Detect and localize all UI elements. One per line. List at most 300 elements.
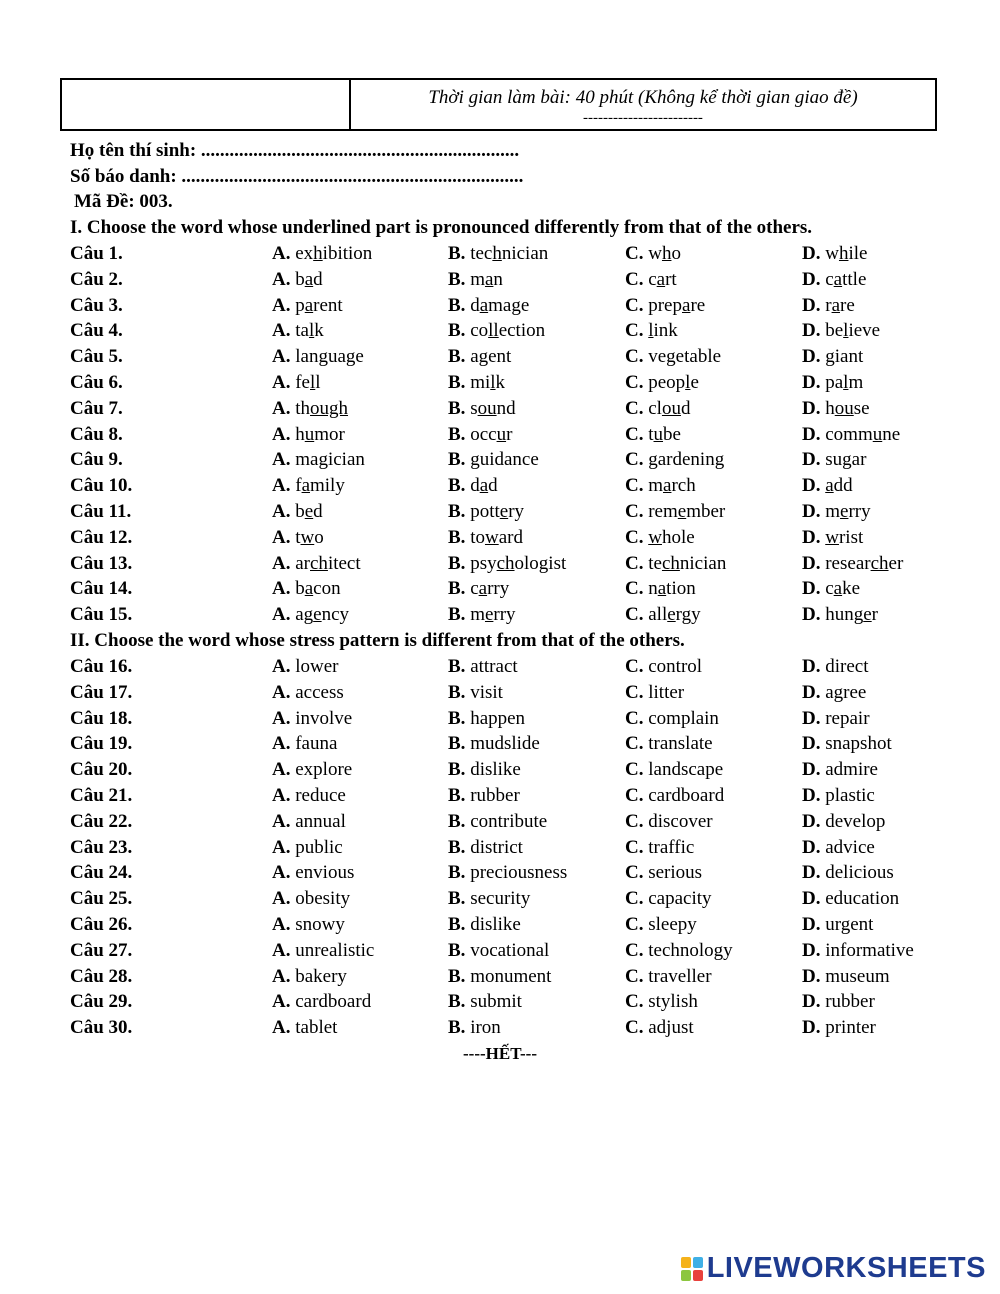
word-part: c	[470, 578, 479, 600]
option-letter: C.	[625, 733, 644, 755]
word-part: n	[648, 578, 658, 600]
option-letter: D.	[802, 346, 821, 368]
word-part: e	[690, 372, 699, 393]
question-number: Câu 30.	[70, 1017, 133, 1039]
option-letter: A.	[272, 604, 291, 626]
question-row	[70, 295, 950, 321]
word-part: rgy	[675, 604, 701, 626]
option-c	[625, 708, 719, 730]
option-letter: C.	[625, 656, 644, 677]
option-a	[272, 785, 346, 807]
option-letter: D.	[802, 681, 821, 703]
underlined-part: h	[661, 243, 672, 264]
word-part: advice	[825, 836, 875, 858]
option-c	[625, 914, 697, 936]
word-part: pa	[825, 372, 844, 393]
option-d	[802, 320, 880, 342]
word-part: happen	[470, 707, 526, 729]
question-row	[70, 811, 950, 837]
option-b	[448, 708, 525, 730]
option-letter: A.	[272, 785, 291, 806]
option-b	[448, 785, 520, 807]
question-row	[70, 759, 950, 785]
question-number: Câu 10.	[70, 475, 133, 497]
word-part: m	[848, 372, 864, 393]
word-part: admire	[825, 759, 878, 781]
option-letter: A.	[272, 759, 291, 781]
option-b	[448, 398, 516, 420]
option-d	[802, 424, 900, 446]
word-part: be	[663, 423, 681, 445]
word-part: hole	[661, 526, 695, 548]
option-letter: B.	[448, 888, 466, 910]
option-a	[272, 656, 339, 678]
underlined-part: ou	[834, 397, 854, 419]
option-b	[448, 243, 548, 265]
option-letter: A.	[272, 501, 291, 522]
option-b	[448, 346, 511, 368]
option-letter: D.	[802, 888, 821, 910]
option-b	[448, 682, 503, 704]
option-b	[448, 811, 547, 833]
word-part: th	[295, 397, 311, 419]
option-letter: C.	[625, 423, 644, 445]
underlined-part: ough	[310, 397, 349, 419]
word-part: monument	[470, 965, 552, 987]
exam-code: Mã Đề: 003.	[74, 191, 173, 212]
option-letter: B.	[448, 578, 466, 600]
underlined-part: l	[310, 372, 316, 393]
option-letter: D.	[802, 604, 821, 626]
option-letter: B.	[448, 268, 466, 290]
option-b	[448, 475, 498, 497]
option-c	[625, 553, 726, 575]
question-row	[70, 527, 950, 553]
option-letter: C.	[625, 785, 644, 806]
underlined-part: ch	[661, 552, 680, 574]
option-d	[802, 862, 894, 884]
word-part: visit	[470, 681, 503, 703]
word-part: dd	[833, 475, 853, 497]
question-number: Câu 19.	[70, 733, 133, 755]
word-part: printer	[825, 1017, 876, 1039]
word-part: traveller	[648, 965, 712, 987]
logo-mark-square	[681, 1270, 691, 1281]
word-part: itect	[327, 552, 361, 574]
option-d	[802, 578, 860, 600]
word-part: attract	[470, 656, 518, 677]
word-part: t	[295, 526, 301, 548]
option-b	[448, 424, 512, 446]
word-part: security	[470, 888, 531, 910]
option-letter: D.	[802, 862, 821, 884]
word-part: translate	[648, 733, 713, 755]
option-d	[802, 708, 870, 730]
word-part: repair	[825, 707, 870, 729]
logo-mark-icon	[681, 1257, 703, 1281]
option-letter: B.	[448, 449, 466, 471]
question-row	[70, 424, 950, 450]
option-d	[802, 269, 866, 291]
underlined-part: a	[833, 578, 843, 600]
word-part: w	[648, 243, 662, 264]
question-number: Câu 22.	[70, 810, 133, 832]
option-c	[625, 837, 694, 859]
word-part: landscape	[648, 759, 724, 781]
header-dashes: ------------------------	[583, 110, 703, 126]
word-part: a	[470, 346, 479, 368]
question-row	[70, 475, 950, 501]
option-letter: D.	[802, 914, 821, 935]
word-part: d	[488, 475, 498, 497]
exam-time: Thời gian làm bài: 40 phút (Không kể thời gian giao đề)	[428, 87, 858, 108]
option-c	[625, 475, 696, 497]
option-c	[625, 424, 681, 446]
question-row	[70, 914, 950, 940]
underlined-part: w	[648, 526, 662, 548]
word-part: mudslide	[470, 733, 540, 755]
option-letter: C.	[625, 991, 644, 1013]
underlined-part: a	[304, 578, 314, 600]
option-b	[448, 966, 551, 988]
underlined-part: a	[833, 268, 843, 290]
word-part: mber	[686, 501, 726, 522]
option-letter: B.	[448, 785, 466, 806]
word-part: ection	[498, 320, 546, 342]
option-letter: A.	[272, 965, 291, 987]
option-c	[625, 501, 725, 523]
option-d	[802, 837, 875, 859]
option-letter: B.	[448, 526, 466, 548]
question-row	[70, 449, 950, 475]
underlined-part: g	[842, 449, 852, 471]
underlined-part: a	[825, 475, 834, 497]
question-number: Câu 27.	[70, 939, 133, 961]
option-letter: C.	[625, 268, 644, 290]
word-part: traffic	[648, 836, 695, 858]
option-a	[272, 295, 343, 317]
option-letter: B.	[448, 733, 466, 755]
option-a	[272, 862, 354, 884]
question-row	[70, 553, 950, 579]
option-letter: B.	[448, 604, 466, 626]
word-part: etable	[675, 346, 722, 368]
question-number: Câu 5.	[70, 346, 123, 368]
option-c	[625, 372, 699, 394]
word-part: c	[825, 578, 834, 600]
option-d	[802, 604, 878, 626]
option-c	[625, 527, 695, 549]
word-part: r	[825, 294, 832, 316]
word-part: resear	[825, 552, 871, 574]
word-part: iant	[834, 346, 864, 368]
word-part: rubber	[825, 991, 875, 1013]
word-part: o	[671, 243, 681, 264]
underlined-part: ch	[496, 552, 515, 574]
word-part: cardboard	[648, 785, 725, 806]
underlined-part: g	[318, 346, 328, 368]
word-part: access	[295, 681, 344, 703]
word-part: rent	[313, 294, 343, 316]
underlined-part: u	[304, 423, 315, 445]
option-letter: D.	[802, 1017, 821, 1039]
word-part: public	[295, 836, 343, 858]
option-letter: B.	[448, 346, 466, 368]
section-2-title: II. Choose the word whose stress pattern is different from that of the others.	[70, 630, 685, 651]
question-row	[70, 837, 950, 863]
question-row	[70, 269, 950, 295]
word-part: k	[495, 372, 506, 393]
word-part: annual	[295, 810, 346, 832]
option-a	[272, 346, 364, 368]
option-letter: B.	[448, 475, 466, 497]
word-part: d	[470, 475, 480, 497]
question-row	[70, 578, 950, 604]
word-part: explore	[295, 759, 353, 781]
question-number: Câu 29.	[70, 991, 133, 1013]
option-a	[272, 733, 337, 755]
word-part: delicious	[825, 862, 894, 884]
option-a	[272, 837, 343, 859]
option-a	[272, 759, 352, 781]
option-letter: A.	[272, 423, 291, 445]
word-part: capacity	[648, 888, 712, 910]
option-letter: D.	[802, 449, 821, 471]
word-part: c	[825, 268, 834, 290]
word-part: agree	[825, 681, 867, 703]
word-part: obesity	[295, 888, 351, 910]
word-part: o	[314, 526, 324, 548]
question-row	[70, 991, 950, 1017]
question-row	[70, 656, 950, 682]
word-part: museum	[825, 965, 890, 987]
option-a	[272, 888, 350, 910]
option-d	[802, 501, 871, 523]
word-part: ibition	[322, 243, 373, 264]
option-letter: D.	[802, 552, 821, 574]
word-part: er	[888, 552, 904, 574]
option-b	[448, 940, 549, 962]
question-row	[70, 966, 950, 992]
option-letter: D.	[802, 320, 821, 342]
word-part: occ	[470, 423, 497, 445]
question-number: Câu 24.	[70, 862, 133, 884]
word-part: ve	[648, 346, 667, 368]
word-part: d	[313, 501, 323, 522]
option-letter: A.	[272, 939, 291, 961]
section-1-title: I. Choose the word whose underlined part is pronounced differently from that of the others.	[70, 217, 813, 238]
word-part: ar	[295, 552, 310, 574]
word-part: dislike	[470, 759, 521, 781]
option-letter: C.	[625, 320, 644, 342]
option-letter: B.	[448, 862, 466, 884]
word-part: ne	[882, 423, 901, 445]
option-letter: D.	[802, 268, 821, 290]
underlined-part: g	[478, 346, 489, 368]
question-number: Câu 3.	[70, 294, 123, 316]
underlined-part: w	[300, 526, 315, 548]
question-number: Câu 1.	[70, 243, 123, 264]
option-d	[802, 346, 863, 368]
option-b	[448, 449, 539, 471]
word-part: litter	[648, 681, 685, 703]
word-part: ma	[295, 449, 319, 471]
liveworksheets-logo	[681, 1252, 986, 1285]
option-a	[272, 604, 349, 626]
option-b	[448, 604, 516, 626]
option-a	[272, 501, 323, 523]
word-part: b	[295, 578, 305, 600]
option-d	[802, 656, 869, 678]
word-part: stylish	[648, 991, 698, 1013]
word-part: uage	[327, 346, 364, 368]
underlined-part: l	[843, 320, 849, 342]
option-b	[448, 320, 545, 342]
option-letter: C.	[625, 604, 644, 626]
word-part: fe	[295, 372, 310, 393]
option-b	[448, 295, 529, 317]
word-part: complain	[648, 707, 719, 729]
option-b	[448, 501, 524, 523]
question-number: Câu 20.	[70, 759, 133, 781]
option-c	[625, 449, 724, 471]
underlined-part: h	[838, 243, 849, 264]
word-part: ile	[848, 243, 868, 264]
option-letter: C.	[625, 578, 644, 600]
question-number: Câu 4.	[70, 320, 123, 342]
word-part: education	[825, 888, 900, 910]
underlined-part: e	[313, 604, 322, 626]
word-part: snapshot	[825, 733, 892, 755]
underlined-part: h	[313, 243, 323, 264]
word-part: unrealistic	[295, 939, 375, 961]
word-part: d	[470, 294, 480, 316]
underlined-part: ou	[661, 397, 681, 419]
option-a	[272, 578, 341, 600]
underlined-part: l	[490, 372, 496, 393]
option-letter: A.	[272, 810, 291, 832]
option-letter: B.	[448, 243, 466, 264]
option-letter: C.	[625, 965, 644, 987]
option-letter: D.	[802, 759, 821, 781]
question-number: Câu 9.	[70, 449, 123, 471]
option-b	[448, 269, 503, 291]
word-part: tion	[666, 578, 696, 600]
option-letter: C.	[625, 759, 644, 781]
option-c	[625, 320, 678, 342]
option-letter: C.	[625, 810, 644, 832]
word-part: prep	[648, 294, 682, 316]
option-letter: C.	[625, 526, 644, 548]
word-part: ink	[653, 320, 678, 342]
underlined-part: a	[479, 294, 489, 316]
option-c	[625, 243, 681, 265]
option-a	[272, 320, 324, 342]
option-a	[272, 398, 348, 420]
word-part: ag	[295, 604, 314, 626]
word-part: reduce	[295, 785, 346, 806]
option-letter: B.	[448, 810, 466, 832]
option-d	[802, 372, 863, 394]
option-letter: C.	[625, 888, 644, 910]
option-c	[625, 604, 701, 626]
word-part: ieve	[848, 320, 881, 342]
underlined-part: u	[496, 423, 507, 445]
option-d	[802, 991, 875, 1013]
question-row	[70, 862, 950, 888]
option-letter: C.	[625, 501, 644, 522]
word-part: involve	[295, 707, 353, 729]
underlined-part: ch	[310, 552, 328, 574]
word-part: pott	[470, 501, 500, 522]
question-row	[70, 940, 950, 966]
word-part: tec	[470, 243, 493, 264]
underlined-part: e	[667, 604, 676, 626]
option-letter: D.	[802, 501, 821, 522]
option-c	[625, 966, 712, 988]
option-c	[625, 1017, 694, 1039]
question-number: Câu 13.	[70, 552, 133, 574]
word-part: rry	[487, 578, 510, 600]
option-letter: A.	[272, 707, 291, 729]
question-number: Câu 2.	[70, 268, 123, 290]
word-part: rry	[848, 501, 871, 522]
option-a	[272, 914, 345, 936]
candidate-id-line: Số báo danh: ........................................................................	[70, 166, 524, 187]
option-letter: C.	[625, 1017, 644, 1039]
underlined-part: a	[484, 268, 494, 290]
word-part: tablet	[295, 1017, 338, 1039]
question-row	[70, 320, 950, 346]
option-letter: A.	[272, 656, 291, 677]
option-letter: D.	[802, 810, 821, 832]
underlined-part: a	[656, 268, 666, 290]
option-d	[802, 398, 870, 420]
option-b	[448, 862, 567, 884]
word-part: rubber	[470, 785, 520, 806]
option-b	[448, 837, 523, 859]
option-letter: A.	[272, 836, 291, 858]
option-letter: A.	[272, 372, 291, 393]
option-d	[802, 449, 866, 471]
option-letter: B.	[448, 965, 466, 987]
question-row	[70, 604, 950, 630]
option-c	[625, 862, 702, 884]
underlined-part: h	[492, 243, 502, 264]
option-letter: B.	[448, 294, 466, 316]
option-letter: D.	[802, 294, 821, 316]
word-part: r	[506, 423, 513, 445]
option-b	[448, 733, 540, 755]
option-letter: A.	[272, 578, 291, 600]
option-letter: A.	[272, 888, 291, 910]
word-part: comm	[825, 423, 873, 445]
word-part: hung	[825, 604, 864, 626]
question-row	[70, 1017, 950, 1043]
option-d	[802, 785, 875, 807]
word-part: rch	[671, 475, 696, 497]
word-part: peop	[648, 372, 686, 393]
word-part: h	[825, 397, 835, 419]
word-part: k	[314, 320, 324, 342]
option-a	[272, 372, 321, 394]
logo-text: LIVEWORKSHEETS	[706, 1252, 986, 1284]
word-part: lan	[295, 346, 319, 368]
option-a	[272, 811, 346, 833]
word-part: su	[825, 449, 843, 471]
question-number: Câu 6.	[70, 372, 123, 393]
word-part: con	[313, 578, 341, 600]
